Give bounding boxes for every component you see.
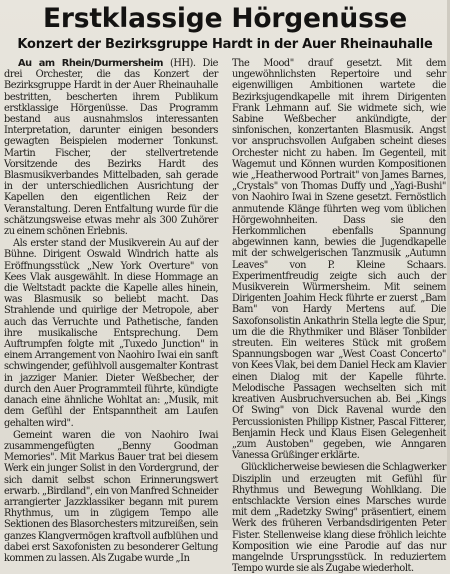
- paragraph-3: Gemeint waren die von Naohiro Iwai zusammengefügten „Benny Goodman Memories". Mit Markus Bauer trat bei diesem Werk ein junger Solist in den Vordergrund, der sich damit selbst schon Erinnerungswert erwarb. „Birdland", ein von Manfred Schneider arrangierter Jazzklassiker begann mit purem Rhythmus, um in zügigem Tempo alle Sektionen des Blasorchesters mitzureißen, sein ganzes Klangvermögen kraftvoll aufblühen und dabei erst Saxofonisten zu besonderer Geltung kommen zu lassen. Als Zugabe wurde „In: [4, 429, 218, 564]
- article-columns: [4, 58, 446, 574]
- column-left: [4, 58, 218, 564]
- paragraph-5: Glücklicherweise bewiesen die Schlagwerker Disziplin und erzeugten mit Gefühl für Rhythmus und Bewegung Wohlklang. Die entschlackte Version eines Marsches wurde mit dem „Radetzky Swing" präsentiert, einem Werk des früheren Verbandsdirigenten Peter Fister. Stellenweise klang diese fröhlich leichte Komposition wie eine Parodie auf das nur mangelnde Ursprungsstück. In reduziertem Tempo wurde sie als Zugabe wiederholt.: [232, 462, 446, 574]
- dateline: Au am Rhein/Durmersheim: [18, 58, 164, 69]
- paragraph-1: [4, 58, 218, 237]
- subheadline: Konzert der Bezirksgruppe Hardt in der Auer Rheinauhalle: [17, 37, 433, 52]
- paragraph-4: The Mood" drauf gesetzt. Mit dem ungewöhnlichsten Repertoire und sehr eigenwilligen Ambitionen wartete die Bezirksjugendkapelle mit ihrem Dirigenten Frank Lehmann auf. Sie widmete sich, wie Sabine Weßbecher ankündigte, der sinfonischen, konzertanten Blasmusik. Angst vor anspruchsvollen Aufgaben scheint dieses Orchester nicht zu haben. Im Gegenteil, mit Wagemut und Können wurden Kompositionen wie „Heatherwood Portrait" von James Barnes, „Crystals" von Thomas Duffy und „Yagi-Bushi" von Naohiro Iwai in Szene gesetzt. Fernöstlich anmutende Klänge führten weg vom üblichen Hörgewohnheiten. Dass sie den Herkommlichen ebenfalls Spannung abgewinnen kann, bewies die Jugendkapelle mit der schwelgerischen Tanzmusik „Autumn Leaves" von P. Kleine Schaars. Experimentfreudig zeigte sich auch der Musikverein Würmersheim. Mit seinem Dirigenten Joahim Heck führte er zuerst „Bam Bam" von Hardy Mertens auf. Die Saxofonsolistin Ankathrin Stella legte die Spur, um die die Rhythmiker und Bläser Tonbilder streuten. Ein weiteres Stück mit großem Spannungsbogen war „West Coast Concerto" von Kees Vlak, bei dem Daniel Heck am Klavier einen Dialog mit der Kapelle führte. Melodische Passagen wechselten sich mit kreativen Ausbruchversuchen ab. Bei „Kings Of Swing" von Dick Ravenal wurde den Percussionisten Philipp Kistner, Pascal Fitterer, Benjamin Heck und Klaus Eisen Gelegenheit „zum Austoben" gegeben, wie Anngaren Vanessa Grüßinger erklärte.: [232, 58, 446, 462]
- paragraph-1-text: (HH). Die drei Orchester, die das Konzert der Bezirksgruppe Hardt in der Auer Rheinauhalle bestritten, bescherten ihrem Publikum erstklassige Hörgenüsse. Das Programm bestand aus ausnahmslos interessanten Interpretation, darunter einigen besonders gewagten Beispielen moderner Tonkunst. Martin Fischer, der stellvertretende Vorsitzende des Bezirks Hardt des Blasmusikverbandes Mittelbaden, sah gerade in der unterschiedlichen Ausrichtung der Kapellen den eigentlichen Reiz der Veranstaltung. Deren Entfaltung wurde für die schätzungsweise etwas mehr als 300 Zuhörer zu einem schönen Erlebnis.: [4, 58, 218, 238]
- paragraph-2: Als erster stand der Musikverein Au auf der Bühne. Dirigent Oswald Windrich hatte als Eröffnungsstück „New York Overture" von Kees Vlak ausgewählt. In diese Hommage an die Weltstadt packte die Kapelle alles hinein, was Blasmusik so beliebt macht. Das Strahlende und quirlige der Metropole, aber auch das Verruchte und Pathetische, fanden ihre musikalische Entsprechung. Dem Auftrumpfen folgte mit „Tuxedo Junction" in einem Arrangement von Naohiro Iwai ein sanft schwingender, gefühlvoll ausgemalter Kontrast in jazziger Manier. Dieter Weßbecher, der durch den Auer Programmteil führte, kündigte danach eine ähnliche Wohltat an: „Musik, mit dem Gefühl der Entspanntheit am Laufen gehalten wird".: [4, 238, 218, 429]
- column-right: [232, 58, 446, 574]
- headline: Erstklassige Hörgenüsse: [42, 3, 408, 34]
